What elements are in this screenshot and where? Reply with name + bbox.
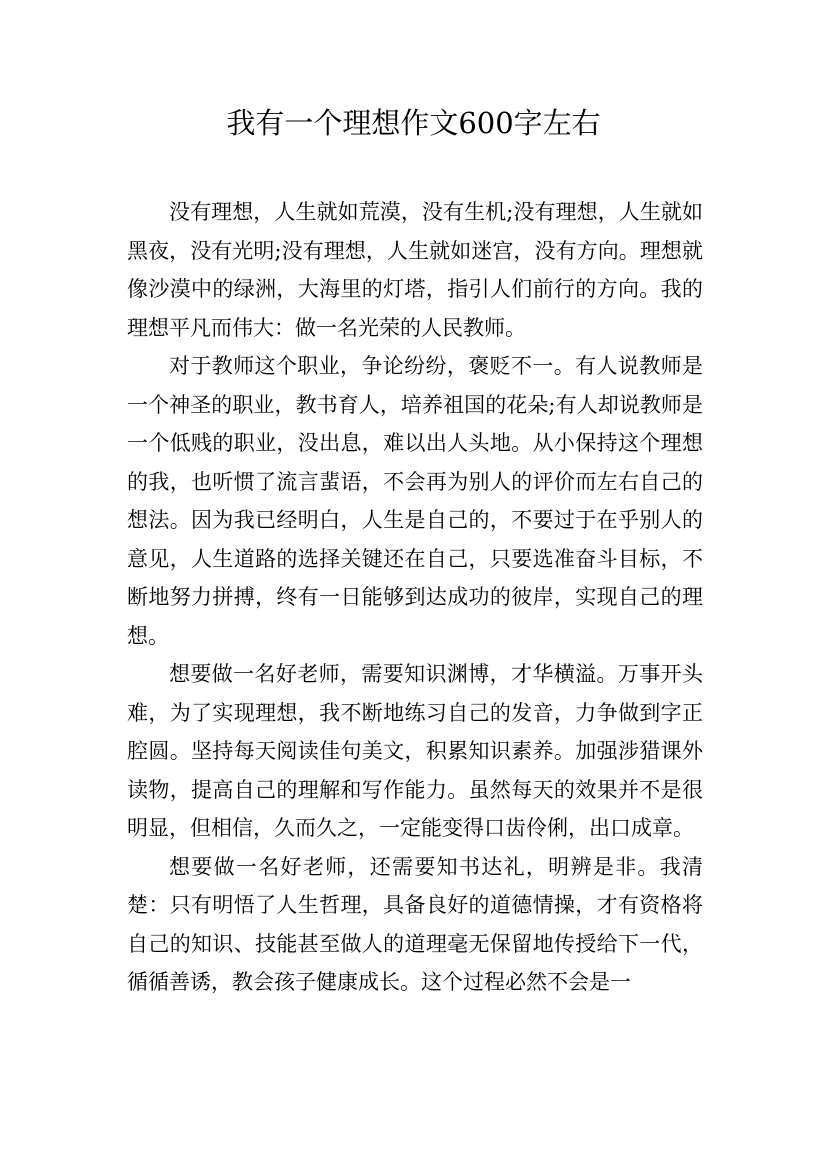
document-body	[127, 193, 703, 1002]
paragraph-4: 想要做一名好老师，还需要知书达礼，明辨是非。我清楚：只有明悟了人生哲理，具备良好的道德情操，才有资格将自己的知识、技能甚至做人的道理毫无保留地传授给下一代，循循善诱，教会孩子健康成长。这个过程必然不会是一	[127, 854, 703, 994]
paragraph-3: 想要做一名好老师，需要知识渊博，才华横溢。万事开头难，为了实现理想，我不断地练习自己的发音，力争做到字正腔圆。坚持每天阅读佳句美文，积累知识素养。加强涉猎课外读物，提高自己的理解和写作能力。虽然每天的效果并不是很明显，但相信，久而久之，一定能变得口齿伶俐，出口成章。	[127, 662, 703, 840]
paragraph-2: 对于教师这个职业，争论纷纷，褒贬不一。有人说教师是一个神圣的职业，教书育人，培养祖国的花朵;有人却说教师是一个低贱的职业，没出息，难以出人头地。从小保持这个理想的我，也听惯了流言蜚语，不会再为别人的评价而左右自己的想法。因为我已经明白，人生是自己的，不要过于在乎别人的意见，人生道路的选择关键还在自己，只要选准奋斗目标，不断地努力拼搏，终有一日能够到达成功的彼岸，实现自己的理想。	[127, 354, 703, 648]
document-title: 我有一个理想作文600字左右	[226, 106, 601, 140]
paragraph-1: 没有理想，人生就如荒漠，没有生机;没有理想，人生就如黑夜，没有光明;没有理想，人生就如迷宫，没有方向。理想就像沙漠中的绿洲，大海里的灯塔，指引人们前行的方向。我的理想平凡而伟大：做一名光荣的人民教师。	[127, 200, 703, 340]
